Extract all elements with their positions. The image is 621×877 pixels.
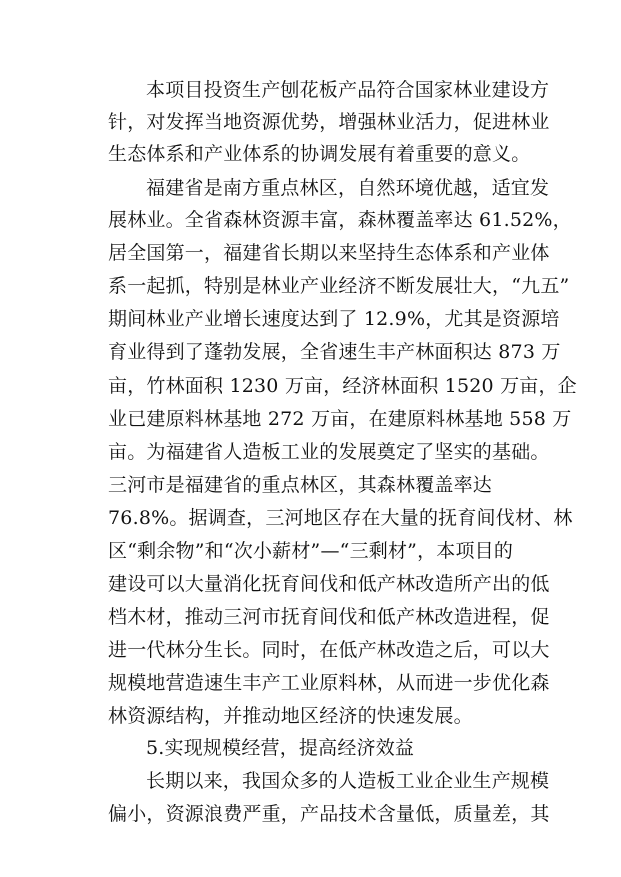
paragraph-1-line-3: 生态体系和产业体系的协调发展有着重要的意义。: [108, 143, 531, 165]
paragraph-1-line-1: 本项目投资生产刨花板产品符合国家林业建设方: [146, 79, 550, 101]
paragraph-3-line-6: 进一代林分生长。同时，在低产林改造之后，可以大: [108, 639, 550, 661]
paragraph-2-line-8: 业已建原料林基地 272 万亩，在建原料林基地 558 万: [108, 408, 572, 430]
paragraph-3-line-1: 三河市是福建省的重点林区，其森林覆盖率达: [108, 474, 493, 496]
paragraph-3-line-5: 档木材，推动三河市抚育间伐和低产林改造进程，促: [108, 606, 550, 628]
paragraph-3-line-8: 林资源结构，并推动地区经济的快速发展。: [108, 705, 473, 727]
paragraph-1-line-2: 针，对发挥当地资源优势，增强林业活力，促进林业: [108, 111, 550, 133]
paragraph-2-line-5: 期间林业产业增长速度达到了 12.9%，尤其是资源培: [108, 308, 560, 330]
paragraph-3-line-7: 规模地营造速生丰产工业原料林，从而进一步优化森: [108, 672, 550, 694]
paragraph-2-line-3: 居全国第一，福建省长期以来坚持生态体系和产业体: [108, 242, 550, 264]
paragraph-3-line-4: 建设可以大量消化抚育间伐和低产林改造所产出的低: [108, 573, 550, 595]
paragraph-2-line-4: 系一起抓，特别是林业产业经济不断发展壮大，“九五”: [108, 275, 570, 297]
paragraph-2-line-2: 展林业。全省森林资源丰富，森林覆盖率达 61.52%，: [108, 209, 572, 231]
paragraph-2-line-1: 福建省是南方重点林区，自然环境优越，适宜发: [146, 177, 550, 199]
paragraph-3-line-3: 区“剩余物”和“次小薪材”—“三剩材”，本项目的: [108, 540, 514, 562]
paragraph-4-line-1: 长期以来，我国众多的人造板工业企业生产规模: [146, 770, 550, 792]
paragraph-2-line-7: 亩，竹林面积 1230 万亩，经济林面积 1520 万亩，企: [108, 375, 577, 397]
paragraph-4-line-2: 偏小，资源浪费严重，产品技术含量低，质量差，其: [108, 803, 550, 825]
section-heading-5: 5.实现规模经营，提高经济效益: [146, 737, 415, 759]
paragraph-3-line-2: 76.8%。据调查，三河地区存在大量的抚育间伐材、林: [108, 507, 573, 529]
paragraph-2-line-6: 育业得到了蓬勃发展，全省速生丰产林面积达 873 万: [108, 341, 561, 363]
paragraph-2-line-9: 亩。为福建省人造板工业的发展奠定了坚实的基础。: [108, 441, 550, 463]
